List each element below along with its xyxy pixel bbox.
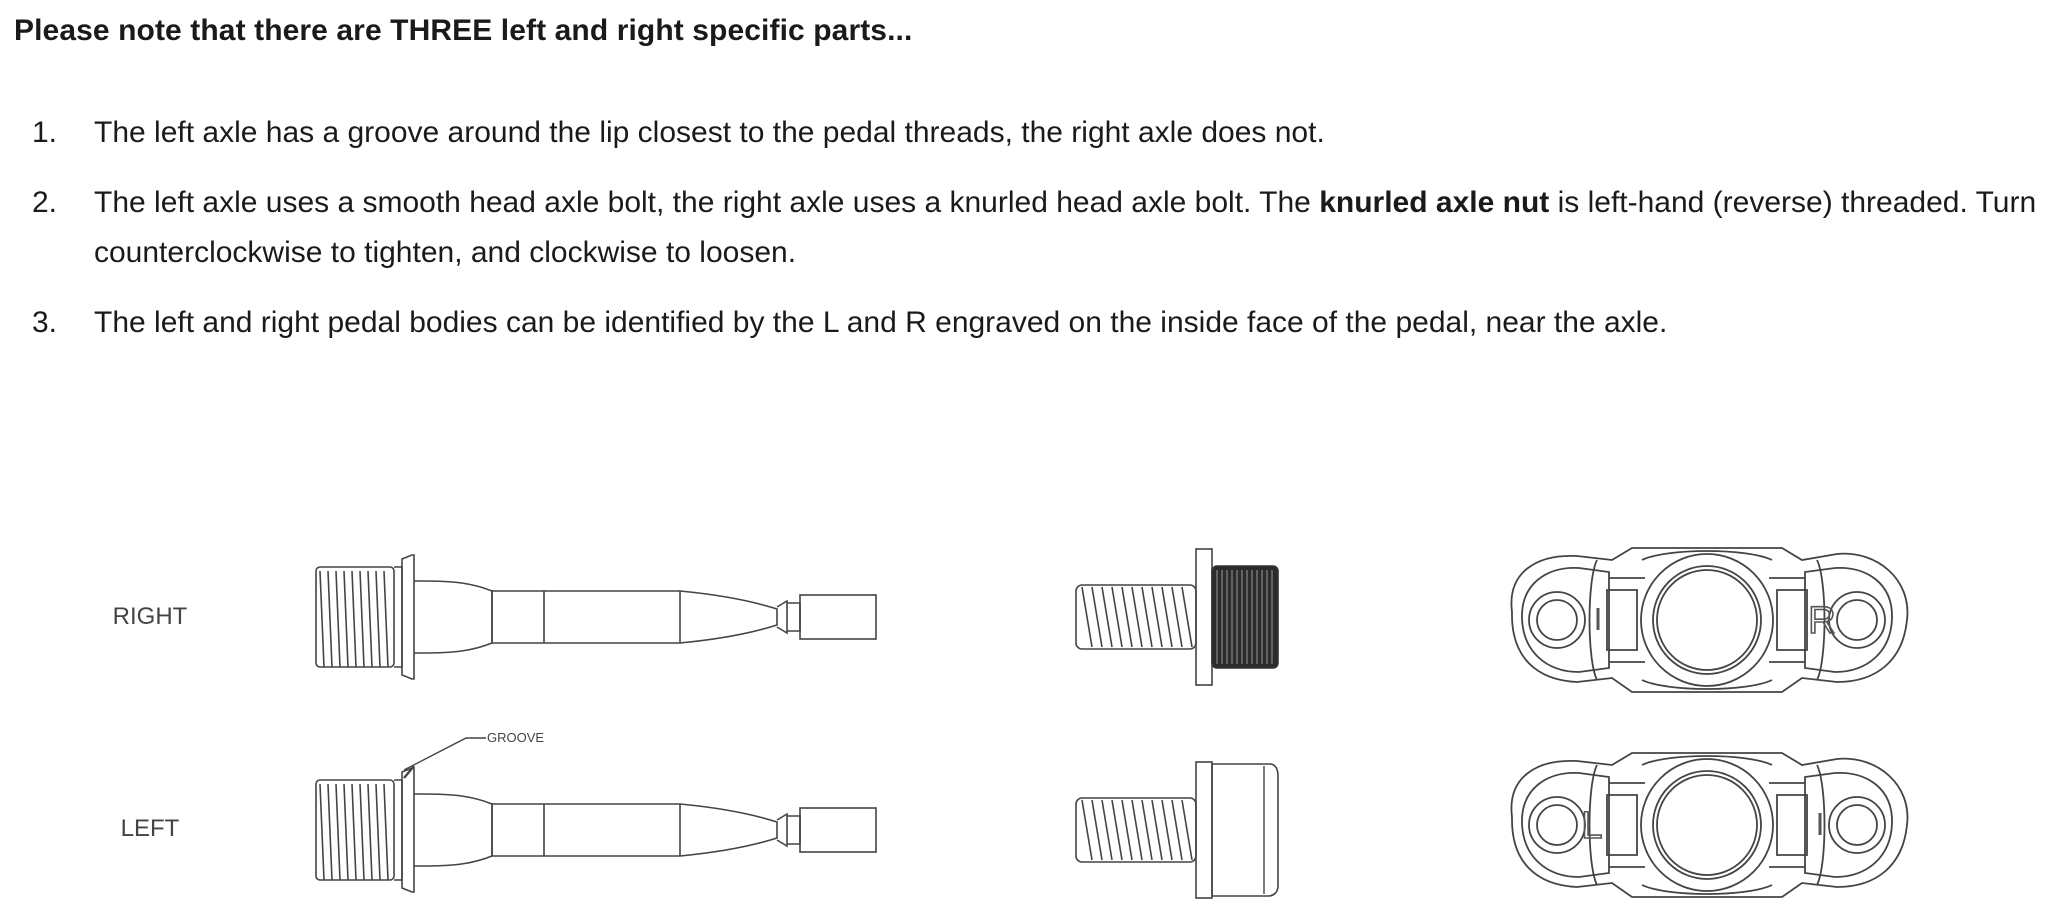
row-label-right: RIGHT [112, 603, 188, 630]
right-pedal-body [1511, 548, 1907, 692]
note-number-3: 3. [32, 306, 58, 339]
note-text-3: The left and right pedal bodies can be identified by the L and R engraved on the inside face of the pedal, near the axle. [94, 306, 1668, 339]
note-text-2-start: The left axle uses a smooth head axle bolt, the right axle uses a knurled head axle bolt. The [94, 186, 1320, 219]
notes-list [0, 108, 2059, 358]
engraving-r: R [1808, 600, 1836, 642]
row-label-left: LEFT [120, 815, 180, 842]
parts-diagram-svg [0, 520, 2059, 915]
engraving-l: L [1581, 805, 1603, 847]
page-heading: Please note that there are THREE left and right specific parts... [14, 14, 913, 47]
smooth-axle-bolt [1076, 762, 1278, 898]
note-item-1 [0, 108, 2059, 178]
groove-callout [404, 730, 544, 770]
note-text-2-end: is left-hand (reverse) threaded. Turn counterclockwise to tighten, and clockwise to loosen. [94, 186, 2037, 269]
right-axle [316, 555, 876, 679]
note-item-2 [0, 178, 2059, 298]
note-text-2 [94, 178, 2054, 278]
note-number-1: 1. [32, 116, 58, 149]
note-text-1: The left axle has a groove around the lip closest to the pedal threads, the right axle does not. [94, 116, 1325, 149]
parts-diagram [0, 520, 2059, 915]
left-axle [316, 766, 876, 892]
knurled-axle-bolt [1076, 549, 1278, 685]
note-number-2: 2. [32, 186, 58, 219]
note-item-3 [0, 298, 2059, 358]
groove-label: GROOVE [487, 730, 545, 745]
left-pedal-body [1511, 753, 1907, 897]
note-text-2-bold: knurled axle nut [1319, 186, 1550, 219]
